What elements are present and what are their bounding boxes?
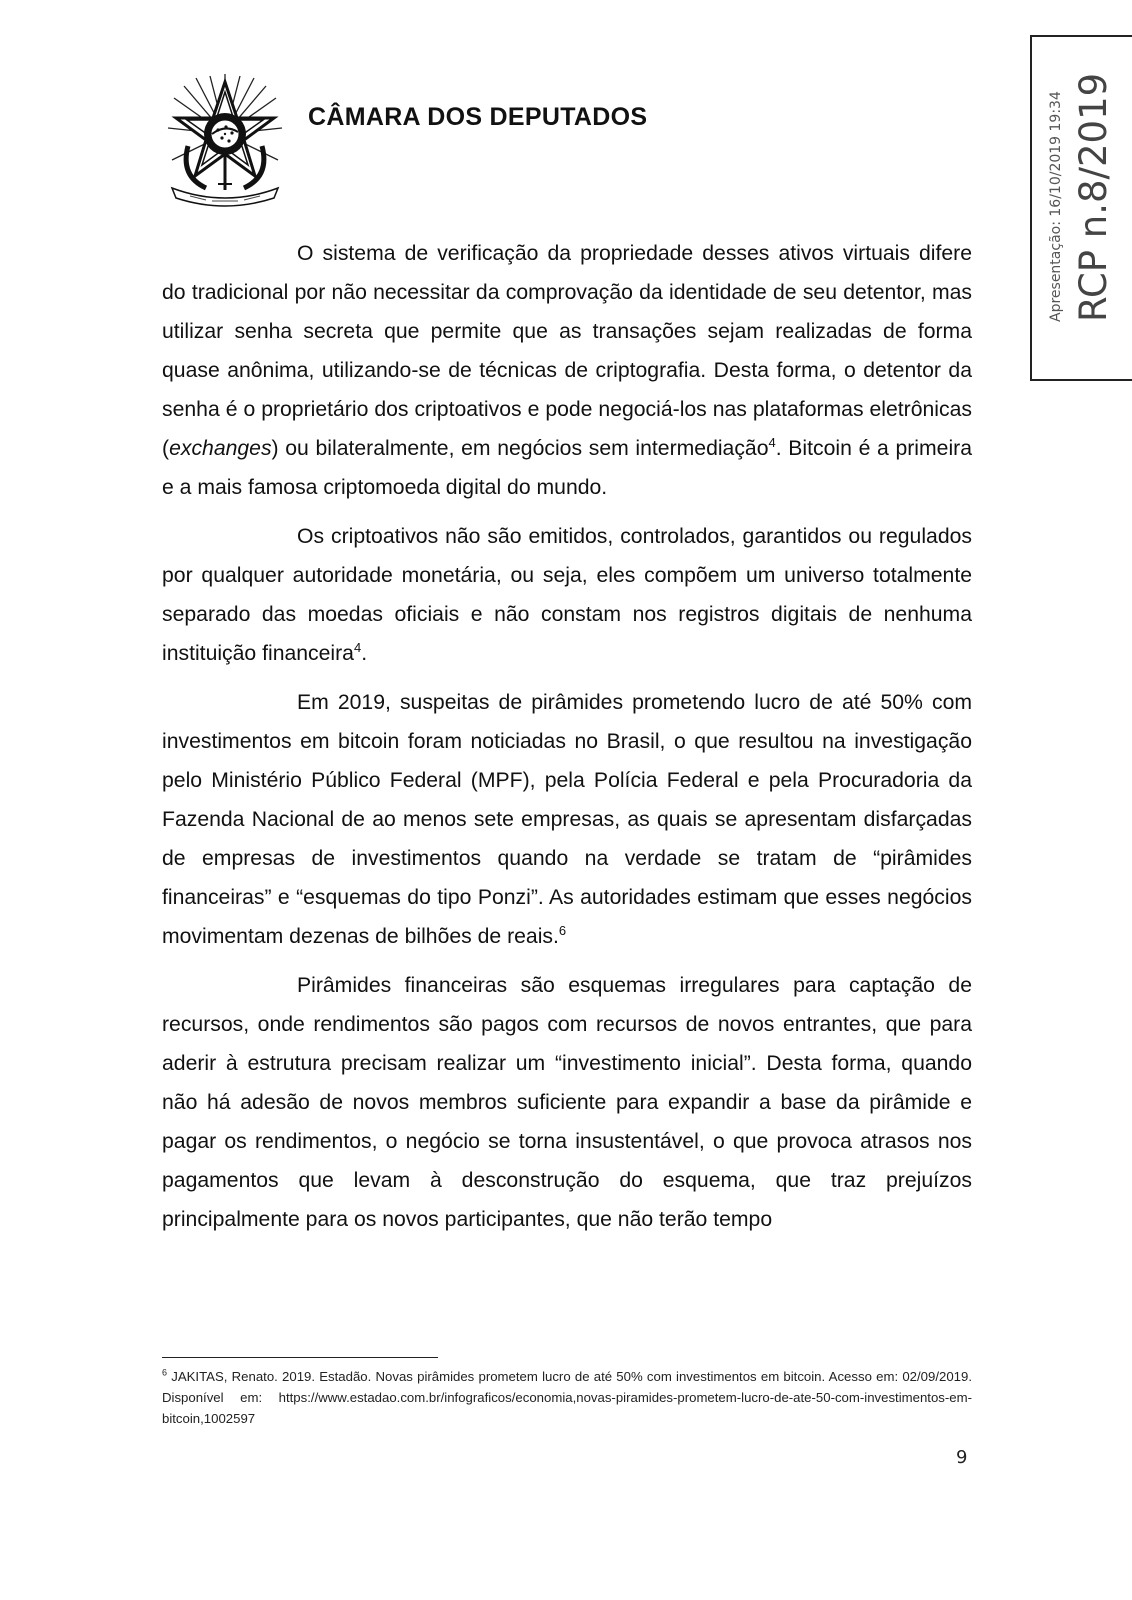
footnote-reference: 4 [353,639,362,655]
paragraph-text: . [361,642,368,665]
organization-title: CÂMARA DOS DEPUTADOS [308,103,648,131]
footnote-marker: 6 [162,1367,168,1378]
paragraph-text: O sistema de verificação da propriedade desses ativos virtuais difere do tradicional por não necessitar da comprovação da identidade de seu detentor, mas utilizar senha secreta que permite que as transações sejam realizadas de forma quase anônima, utilizando-se de técnicas de criptografia. Desta forma, o detentor da senha é o proprietário dos criptoativos e pode negociá-los nas plataformas eletrônicas ( [162,242,972,460]
body-paragraph [162,517,972,673]
italic-term: exchanges [169,437,272,460]
body-paragraph [162,966,972,1239]
presentation-timestamp: Apresentação: 16/10/2019 19:34 [1048,91,1064,322]
paragraph-text: Os criptoativos não são emitidos, controlados, garantidos ou regulados por qualquer autoridade monetária, ou seja, eles compõem um universo totalmente separado das moedas oficiais e não constam nos registros digitais de nenhuma instituição financeira [162,525,972,665]
paragraph-text: ) ou bilateralmente, em negócios sem intermediação [271,437,769,460]
paragraph-text: Pirâmides financeiras são esquemas irregulares para captação de recursos, onde rendimentos são pagos com recursos de novos entrantes, que para aderir à estrutura precisam realizar um “investimento inicial”. Desta forma, quando não há adesão de novos membros suficiente para expandir a base da pirâmide e pagar os rendimentos, o negócio se torna insustentável, o que provoca atrasos nos pagamentos que levam à desconstrução do esquema, que traz prejuízos principalmente para os novos participantes, que não terão tempo [162,974,972,1231]
footnote-separator [162,1357,438,1358]
page-number: 9 [956,1447,968,1468]
body-paragraph [162,683,972,956]
body-text [162,234,972,1249]
paragraph-text: . Bitcoin é a primeira e a mais famosa criptomoeda digital do mundo. [162,437,972,499]
footnote-reference: 4 [768,434,776,450]
footnote-reference: 6 [558,922,567,938]
footnote-text: JAKITAS, Renato. 2019. Estadão. Novas pirâmides prometem lucro de até 50% com investimentos em bitcoin. Acesso em: 02/09/2019. Disponível em: https://www.estadao.com.br/infograficos/economia,novas-piramides-prometem-lucro-de-ate-50-com-investimentos-em-bitcoin,1002597 [162,1369,972,1426]
brazil-coat-of-arms-icon [166,72,284,207]
paragraph-text: Em 2019, suspeitas de pirâmides prometendo lucro de até 50% com investimentos em bitcoin foram noticiadas no Brasil, o que resultou na investigação pelo Ministério Público Federal (MPF), pela Polícia Federal e pela Procuradoria da Fazenda Nacional de ao menos sete empresas, as quais se apresentam disfarçadas de empresas de investimentos quando na verdade se tratam de “pirâmides financeiras” e “esquemas do tipo Ponzi”. As autoridades estimam que esses negócios movimentam dezenas de bilhões de reais. [162,691,972,948]
footnote [162,1366,972,1429]
document-id: RCP n.8/2019 [1072,72,1115,322]
body-paragraph [162,234,972,507]
